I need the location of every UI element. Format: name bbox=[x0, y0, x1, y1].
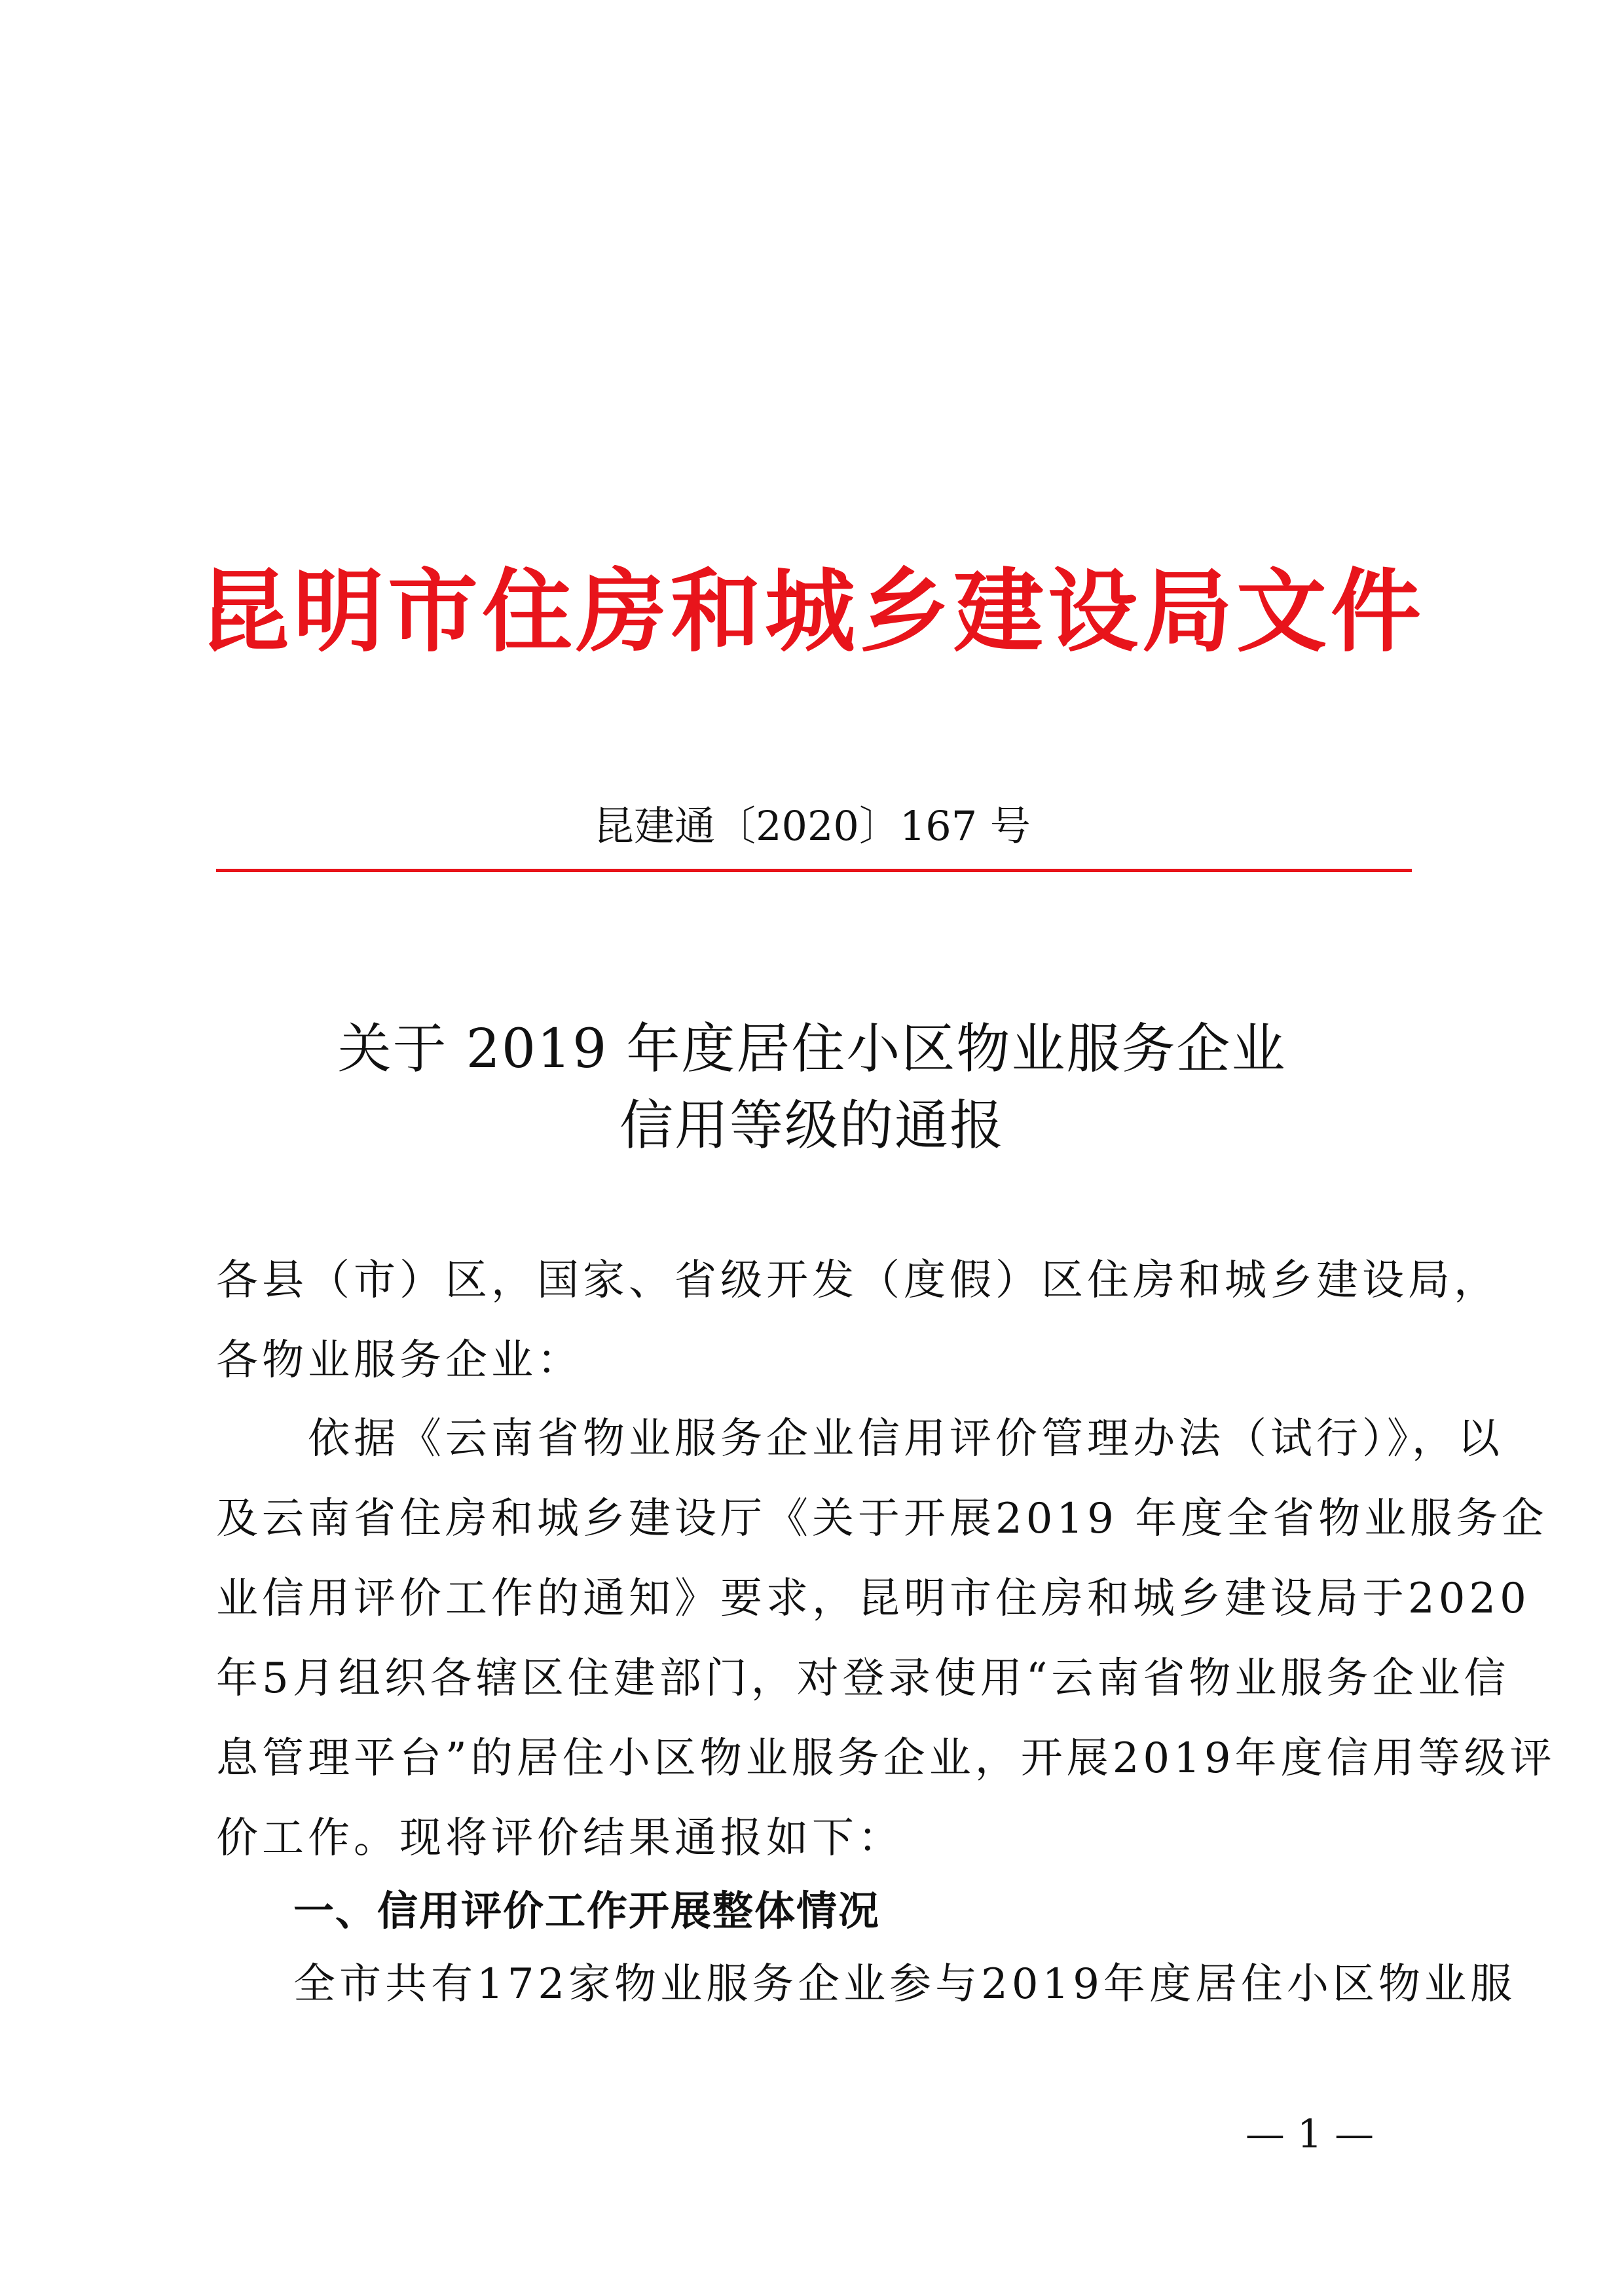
body-paragraph-2: 全市共有172家物业服务企业参与2019年度居住小区物业服 bbox=[293, 1960, 1517, 2009]
section-heading-1: 一、信用评价工作开展整体情况 bbox=[293, 1887, 881, 1935]
paragraph-line: 年5月组织各辖区住建部门，对登录使用“云南省物业服务企业信 bbox=[216, 1654, 1510, 1703]
notice-title-line-1: 关于 2019 年度居住小区物业服务企业 bbox=[337, 1018, 1287, 1080]
salutation-line: 各物业服务企业： bbox=[216, 1336, 583, 1385]
red-divider-line bbox=[216, 869, 1412, 872]
salutation-line: 各县（市）区，国家、省级开发（度假）区住房和城乡建设局， bbox=[216, 1256, 1500, 1305]
notice-title-line-2: 信用等级的通报 bbox=[619, 1095, 1005, 1157]
paragraph-line: 及云南省住房和城乡建设厅《关于开展2019 年度全省物业服务企 bbox=[216, 1495, 1548, 1543]
paragraph-line: 息管理平台”的居住小区物业服务企业，开展2019年度信用等级评 bbox=[216, 1734, 1556, 1783]
salutation bbox=[216, 1241, 1500, 1400]
paragraph-line: 价工作。现将评价结果通报如下： bbox=[216, 1814, 904, 1863]
agency-header-title: 昆明市住房和城乡建设局文件 bbox=[198, 559, 1425, 665]
body-paragraph-1 bbox=[216, 1399, 1556, 1878]
document-number: 昆建通〔2020〕167 号 bbox=[593, 802, 1031, 850]
page-number: — 1 — bbox=[1245, 2111, 1375, 2157]
paragraph-line: 业信用评价工作的通知》要求，昆明市住房和城乡建设局于2020 bbox=[216, 1575, 1530, 1623]
paragraph-line: 依据《云南省物业服务企业信用评价管理办法（试行）》，以 bbox=[216, 1415, 1504, 1463]
